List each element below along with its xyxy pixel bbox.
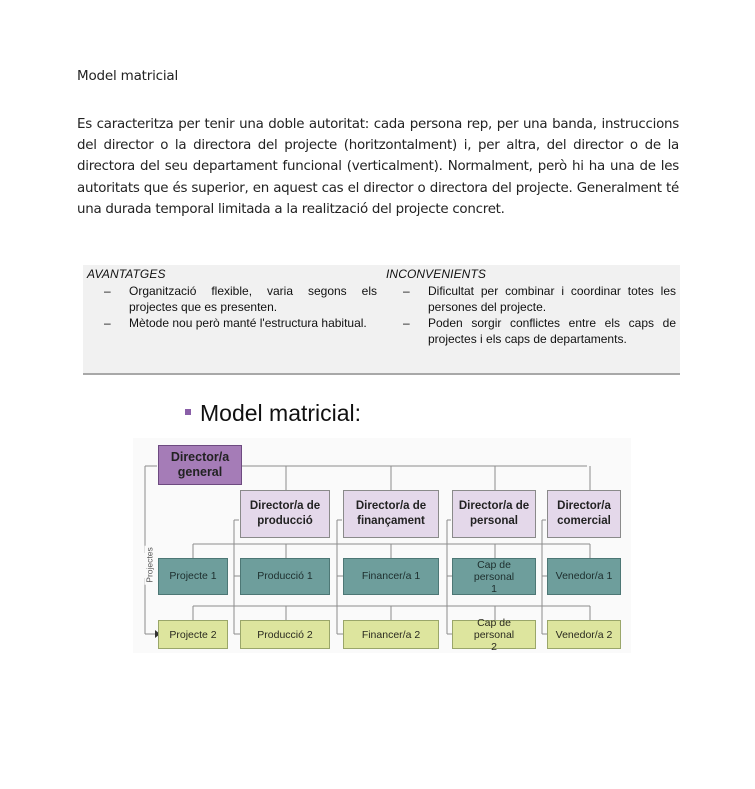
projects-axis-label: Projectes <box>144 547 155 583</box>
disadvantage-item: – Poden sorgir conflictes entre els caps de projectes i els caps de departaments. <box>403 316 676 346</box>
pros-cons-table <box>83 265 680 375</box>
dash-bullet-icon: – <box>403 316 410 330</box>
advantages-title: AVANTATGES <box>87 267 166 281</box>
dash-bullet-icon: – <box>104 316 111 330</box>
box-project-row2: Financer/a 2 <box>343 620 439 649</box>
box-project-row1: Financer/a 1 <box>343 558 439 595</box>
box-director: Director/a de finançament <box>343 490 439 538</box>
body-paragraph: Es caracteritza per tenir una doble autoritat: cada persona rep, per una banda, instruccions del director o la directora del projecte (horitzontalment) i, per altra, del director o de la directora del seu departament funcional (verticalment). Normalment, però hi ha una de les autoritats que és superior, en aquest cas el director o directora del projecte. Generalment té una durada temporal limitada a la realització del projecte concret. <box>77 117 679 217</box>
box-project-row2: Producció 2 <box>240 620 330 649</box>
disadvantage-item: – Dificultat per combinar i coordinar totes les persones del projecte. <box>403 284 676 314</box>
dash-bullet-icon: – <box>104 284 111 298</box>
square-bullet-icon <box>185 409 191 415</box>
box-project-row2: Cap de personal 2 <box>452 620 536 649</box>
advantage-item: – Organització flexible, varia segons els projectes que es presenten. <box>104 284 377 314</box>
box-project-row1: Venedor/a 1 <box>547 558 621 595</box>
disadvantages-title: INCONVENIENTS <box>386 267 486 281</box>
box-director: Director/a de producció <box>240 490 330 538</box>
advantage-item: – Mètode nou però manté l'estructura habitual. <box>104 316 367 330</box>
matrix-org-chart <box>133 438 631 653</box>
box-director: Director/a de personal <box>452 490 536 538</box>
box-project-row1: Cap de personal 1 <box>452 558 536 595</box>
advantages-column <box>87 267 377 333</box>
dash-bullet-icon: – <box>403 284 410 298</box>
disadvantages-column <box>386 267 676 348</box>
box-project-row1: Projecte 1 <box>158 558 228 595</box>
section-heading: Model matricial <box>77 68 179 84</box>
box-director: Director/a comercial <box>547 490 621 538</box>
box-project-row1: Producció 1 <box>240 558 330 595</box>
box-project-row2: Venedor/a 2 <box>547 620 621 649</box>
box-project-row2: Projecte 2 <box>158 620 228 649</box>
slide-title: Model matricial: <box>185 400 361 427</box>
box-general-director: Director/a general <box>158 445 242 485</box>
